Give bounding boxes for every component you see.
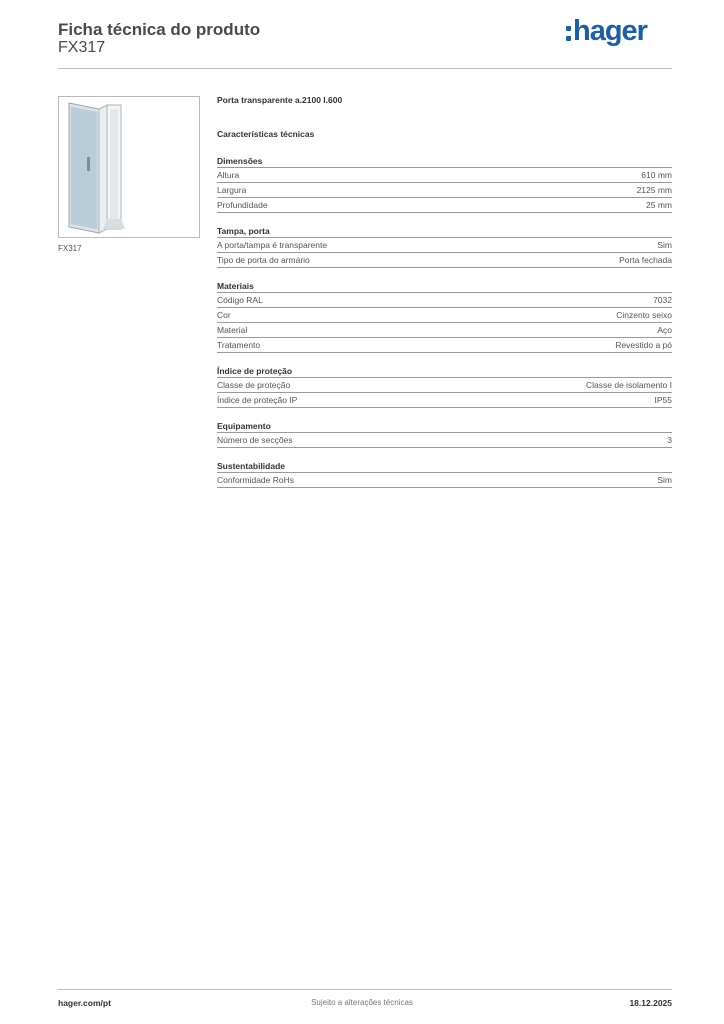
spec-row: [217, 337, 672, 353]
spec-value: 7032: [653, 295, 672, 305]
header-divider: [58, 68, 672, 69]
spec-value: Aço: [657, 325, 672, 335]
spec-label: Índice de proteção IP: [217, 395, 298, 405]
spec-section: [217, 280, 672, 353]
spec-section: [217, 365, 672, 408]
spec-value: 3: [667, 435, 672, 445]
spec-value: Porta fechada: [619, 255, 672, 265]
spec-value: 25 mm: [646, 200, 672, 210]
product-code: FX317: [58, 39, 106, 56]
footer-divider: [58, 989, 672, 990]
spec-section: [217, 225, 672, 268]
spec-row: [217, 392, 672, 408]
logo-text: hager: [573, 14, 647, 47]
spec-row: [217, 197, 672, 213]
section-title: Tampa, porta: [217, 226, 270, 236]
spec-row: [217, 292, 672, 307]
cabinet-door-image-icon: [59, 97, 199, 237]
spec-value: Revestido a pó: [615, 340, 672, 350]
spec-rows: [217, 167, 672, 213]
spec-label: Código RAL: [217, 295, 263, 305]
hager-logo: [566, 14, 647, 48]
technical-sheet: [217, 95, 672, 488]
spec-label: A porta/tampa é transparente: [217, 240, 328, 250]
image-caption: FX317: [58, 244, 82, 253]
spec-value: Sim: [657, 475, 672, 485]
spec-label: Material: [217, 325, 248, 335]
spec-rows: [217, 377, 672, 408]
logo-dots-icon: [566, 26, 571, 41]
spec-label: Profundidade: [217, 200, 268, 210]
section-title: Índice de proteção: [217, 366, 293, 376]
spec-row: [217, 472, 672, 488]
spec-row: [217, 377, 672, 392]
spec-rows: [217, 292, 672, 353]
spec-label: Altura: [217, 170, 240, 180]
section-title: Equipamento: [217, 421, 271, 431]
footer-note: Sujeito a alterações técnicas: [311, 998, 413, 1007]
footer-website-link[interactable]: hager.com/pt: [58, 998, 111, 1008]
spec-label: Classe de proteção: [217, 380, 291, 390]
spec-value: Classe de isolamento I: [586, 380, 672, 390]
spec-row: [217, 167, 672, 182]
spec-row: [217, 432, 672, 448]
spec-value: IP55: [654, 395, 672, 405]
spec-sections: [217, 155, 672, 488]
spec-row: [217, 182, 672, 197]
spec-rows: [217, 432, 672, 448]
spec-label: Número de secções: [217, 435, 293, 445]
spec-value: 2125 mm: [636, 185, 672, 195]
spec-rows: [217, 472, 672, 488]
technical-characteristics-heading: Características técnicas: [217, 129, 315, 139]
section-title: Sustentabilidade: [217, 461, 286, 471]
page-title: Ficha técnica do produto: [58, 20, 261, 39]
spec-label: Cor: [217, 310, 231, 320]
section-title: Materiais: [217, 281, 254, 291]
product-name: Porta transparente a.2100 l.600: [217, 95, 343, 105]
spec-label: Conformidade RoHs: [217, 475, 295, 485]
spec-rows: [217, 237, 672, 268]
spec-label: Largura: [217, 185, 247, 195]
spec-row: [217, 237, 672, 252]
spec-row: [217, 322, 672, 337]
spec-value: Sim: [657, 240, 672, 250]
section-title: Dimensões: [217, 156, 263, 166]
spec-value: Cinzento seixo: [616, 310, 672, 320]
spec-label: Tipo de porta do armário: [217, 255, 310, 265]
footer-date: 18.12.2025: [629, 998, 672, 1008]
spec-section: [217, 420, 672, 448]
spec-section: [217, 155, 672, 213]
spec-section: [217, 460, 672, 488]
spec-label: Tratamento: [217, 340, 261, 350]
spec-row: [217, 307, 672, 322]
product-image: [58, 96, 200, 238]
spec-value: 610 mm: [641, 170, 672, 180]
spec-row: [217, 252, 672, 268]
